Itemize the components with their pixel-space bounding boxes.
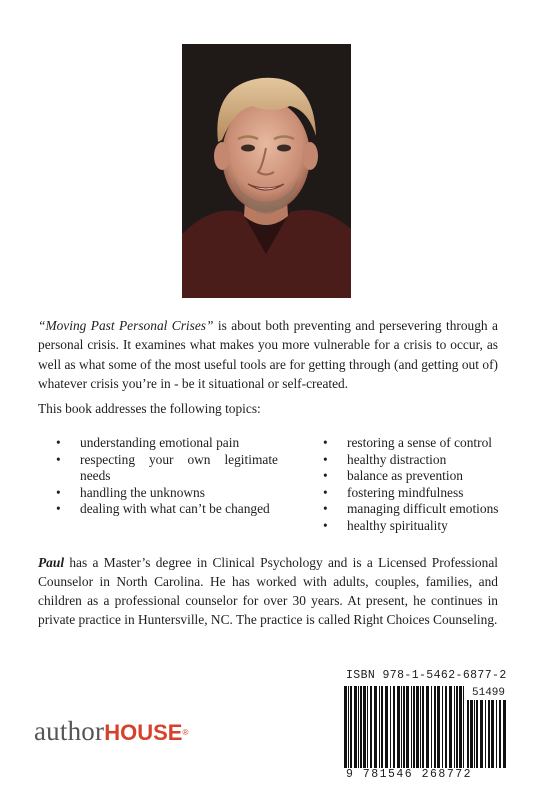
publisher-logo: authorHOUSE® — [34, 716, 189, 746]
author-photo — [182, 44, 351, 298]
author-name: Paul — [38, 555, 65, 570]
list-item: • managing difficult emotions — [323, 501, 499, 517]
bullet-icon: • — [323, 501, 328, 517]
list-item: • dealing with what can’t be changed — [56, 501, 270, 517]
bullet-icon: • — [323, 435, 328, 450]
bullet-icon: • — [56, 501, 61, 517]
bullet-icon: • — [56, 484, 61, 500]
price-code: 51499 — [472, 687, 506, 699]
list-item: • handling the unknowns — [56, 484, 205, 500]
book-description — [38, 316, 498, 394]
ean-barcode-bars — [344, 686, 464, 768]
isbn-label: ISBN 978-1-5462-6877-2 — [346, 669, 507, 682]
bullet-icon: • — [323, 517, 328, 533]
topics-list-left — [38, 435, 278, 518]
list-item: • restoring a sense of control — [323, 435, 493, 450]
bullet-icon: • — [323, 451, 328, 467]
bullet-icon: • — [56, 435, 61, 450]
bullet-icon: • — [323, 468, 328, 484]
list-item: • respecting your own legitimate needs — [56, 451, 278, 484]
list-item: • healthy spirituality — [323, 517, 448, 533]
list-item: • fostering mindfulness — [323, 484, 464, 500]
book-title: “Moving Past Personal Crises” — [38, 318, 214, 333]
bio-text: has a Master’s degree in Clinical Psychology and is a Licensed Professional Counselor in North Carolina. He has worked with adults, couples, families, and children as a professional counselor for over 30 years. At present, he continues in private practice in Huntersville, NC. The practice is called Right Choices Counseling. — [38, 555, 498, 627]
list-item: • balance as prevention — [323, 468, 463, 484]
list-item: • healthy distraction — [323, 451, 447, 467]
author-bio — [38, 553, 498, 629]
bullet-icon: • — [323, 484, 328, 500]
bullet-icon: • — [56, 451, 61, 467]
barcode-number: 9 781546 268772 — [346, 768, 473, 781]
topics-list-right — [305, 435, 505, 535]
list-item: • understanding emotional pain — [56, 435, 240, 450]
description-text: is about both preventing and persevering through a personal crisis. It examines what makes you more vulnerable for a crisis to occur, as well as what some of the most useful tools are for getting through (and getting out of) whatever crisis you’re in - be it situational or self-created. — [38, 318, 498, 392]
isbn-barcode — [336, 667, 511, 782]
topics-heading: This book addresses the following topics: — [38, 401, 261, 416]
addon-barcode-bars — [467, 700, 507, 768]
